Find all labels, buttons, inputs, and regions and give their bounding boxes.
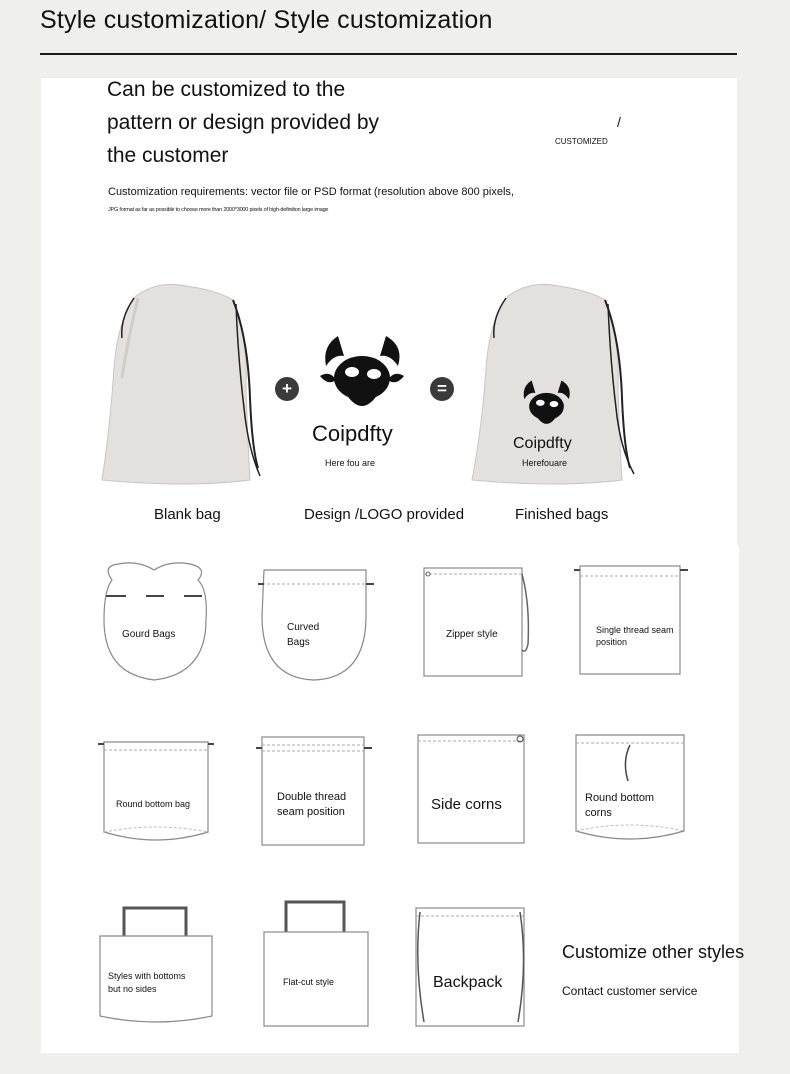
label-corns: corns bbox=[585, 807, 612, 819]
label-curved: Curved bbox=[287, 622, 320, 633]
caption-design-logo: Design /LOGO provided bbox=[304, 506, 465, 523]
brand-name: Coipdfty bbox=[312, 421, 393, 446]
label-gourd-bags: Gourd Bags bbox=[122, 629, 176, 640]
title-underline bbox=[40, 53, 737, 55]
side-corns-bag-drawing bbox=[414, 731, 532, 847]
requirement-line-2: JPG format as far as possible to choose more than 2000*3000 pixels of high-definition large image bbox=[108, 207, 329, 213]
customize-other-styles: Customize other styles bbox=[562, 942, 745, 962]
finished-bag-image bbox=[470, 278, 640, 488]
label-bags: Bags bbox=[287, 637, 310, 648]
label-double-thread: Double thread bbox=[277, 791, 347, 803]
label-round-bottom: Round bottom bbox=[585, 792, 655, 804]
round-corns-bag-drawing bbox=[570, 731, 690, 849]
blank-bag-image bbox=[98, 278, 266, 488]
brand-tagline: Here fou are bbox=[325, 458, 376, 468]
backpack-bag-drawing bbox=[410, 904, 532, 1030]
round-bottom-bag-drawing bbox=[96, 736, 216, 850]
caption-blank-bag: Blank bag bbox=[154, 506, 221, 523]
label-zipper-style: Zipper style bbox=[446, 629, 498, 640]
zipper-bag-drawing bbox=[420, 564, 534, 680]
caption-finished-bags: Finished bags bbox=[515, 506, 609, 523]
label-single-seam: Single thread seam bbox=[596, 625, 674, 635]
page-title: Style customization/ Style customization bbox=[40, 6, 493, 34]
bag-brand-name: Coipdfty bbox=[513, 435, 572, 452]
slash-mark: / bbox=[617, 114, 621, 130]
headline-line-1: Can be customized to the bbox=[107, 78, 346, 101]
label-position: position bbox=[596, 637, 628, 647]
single-seam-bag-drawing bbox=[572, 562, 692, 680]
label-backpack: Backpack bbox=[433, 974, 503, 991]
contact-customer-service[interactable]: Contact customer service bbox=[562, 984, 698, 998]
gourd-bag-drawing bbox=[98, 560, 212, 684]
plus-icon: + bbox=[275, 377, 299, 401]
customized-label: CUSTOMIZED bbox=[555, 137, 608, 146]
label-flat-cut-style: Flat-cut style bbox=[283, 977, 335, 987]
requirement-line-1: Customization requirements: vector file or PSD format (resolution above 800 pixels, bbox=[108, 186, 514, 198]
label-round-bottom-bag: Round bottom bag bbox=[116, 799, 191, 809]
label-side-corns: Side corns bbox=[431, 796, 502, 813]
headline-line-3: the customer bbox=[107, 144, 229, 167]
headline-line-2: pattern or design provided by bbox=[107, 111, 380, 134]
label-but-no-sides: but no sides bbox=[108, 984, 157, 994]
bottoms-no-sides-bag-drawing bbox=[96, 904, 216, 1030]
flat-cut-bag-drawing bbox=[260, 898, 374, 1030]
equals-icon: = bbox=[430, 377, 454, 401]
label-styles-with-bottoms: Styles with bottoms bbox=[108, 971, 186, 981]
label-seam-position: seam position bbox=[277, 806, 345, 818]
bag-brand-tagline: Herefouare bbox=[522, 458, 568, 468]
bull-logo-icon bbox=[316, 332, 408, 422]
